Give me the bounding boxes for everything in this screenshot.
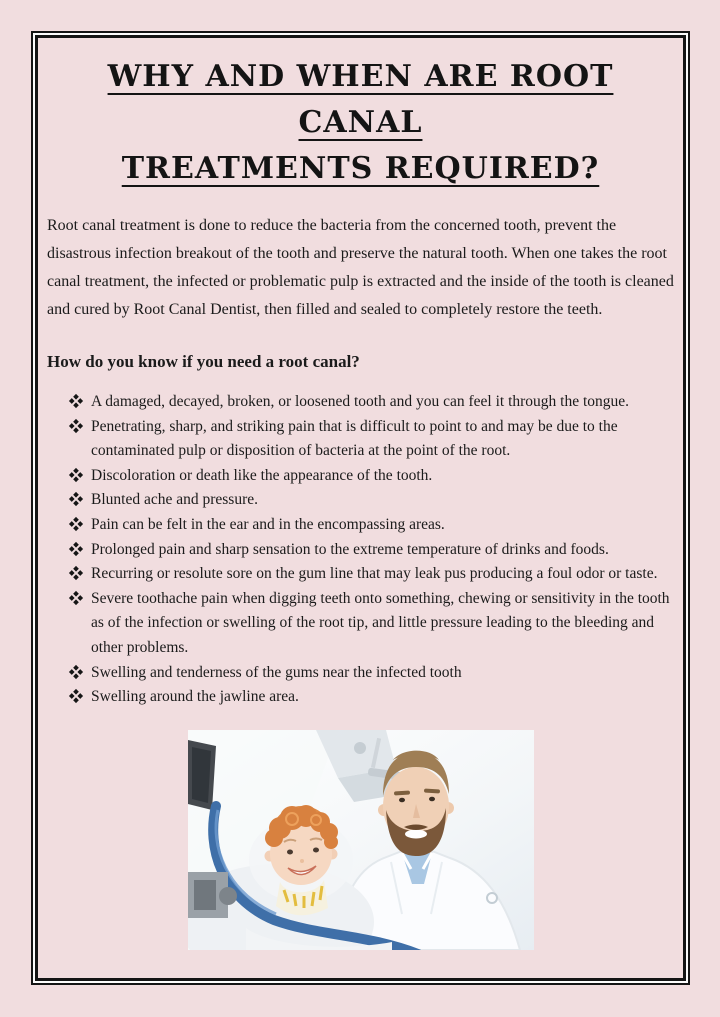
dentist-photo-illustration bbox=[188, 730, 534, 950]
inner-border-frame bbox=[35, 35, 686, 981]
symptom-list-item bbox=[71, 661, 674, 686]
monitor-icon bbox=[188, 740, 216, 810]
dentist-photo bbox=[188, 730, 534, 950]
symptoms-list bbox=[47, 390, 674, 710]
bullet-diamond-icon bbox=[69, 468, 83, 482]
bullet-diamond-icon bbox=[69, 566, 83, 580]
symptom-list-item bbox=[71, 415, 674, 464]
bullet-diamond-icon bbox=[69, 394, 83, 408]
bullet-diamond-icon bbox=[69, 419, 83, 433]
symptom-text: Blunted ache and pressure. bbox=[91, 491, 258, 509]
symptom-text: Recurring or resolute sore on the gum line that may leak pus producing a foul odor or taste. bbox=[91, 565, 658, 583]
bullet-diamond-icon bbox=[69, 689, 83, 703]
bullet-diamond-icon bbox=[69, 517, 83, 531]
symptom-text: Swelling around the jawline area. bbox=[91, 688, 299, 706]
bullet-diamond-icon bbox=[69, 665, 83, 679]
symptom-text: Prolonged pain and sharp sensation to the extreme temperature of drinks and foods. bbox=[91, 540, 609, 558]
symptom-list-item bbox=[71, 562, 674, 587]
symptom-list-item bbox=[71, 538, 674, 563]
bullet-diamond-icon bbox=[69, 591, 83, 605]
symptom-list-item bbox=[71, 513, 674, 538]
bullet-diamond-icon bbox=[69, 542, 83, 556]
symptom-list-item bbox=[71, 464, 674, 489]
symptom-text: Severe toothache pain when digging teeth onto something, chewing or sensitivity in the tooth as of the infection or swelling of the root tip, and little pressure leading to the bleeding and other problems. bbox=[91, 589, 670, 657]
symptom-text: A damaged, decayed, broken, or loosened tooth and you can feel it through the tongue. bbox=[91, 393, 630, 411]
symptom-text: Discoloration or death like the appearance of the tooth. bbox=[91, 466, 433, 484]
page-title-line-2: TREATMENTS REQUIRED? bbox=[121, 151, 600, 186]
page-title bbox=[47, 54, 674, 192]
bullet-diamond-icon bbox=[69, 492, 83, 506]
intro-paragraph: Root canal treatment is done to reduce the bacteria from the concerned tooth, prevent the disastrous infection breakout of the tooth and preserve the natural tooth. When one takes the root canal treatment, the infected or problematic pulp is extracted and the inside of the tooth is cleaned and cured by Root Canal Dentist, then filled and sealed to completely restore the teeth. bbox=[47, 217, 674, 319]
symptoms-heading: How do you know if you need a root canal? bbox=[47, 352, 360, 372]
outer-border-frame bbox=[31, 31, 690, 985]
page-title-line-1: WHY AND WHEN ARE ROOT CANAL bbox=[107, 59, 614, 140]
symptom-list-item bbox=[71, 488, 674, 513]
symptom-text: Pain can be felt in the ear and in the encompassing areas. bbox=[91, 516, 445, 534]
symptom-text: Penetrating, sharp, and striking pain that is difficult to point to and may be due to the contaminated pulp or disposition of bacteria at the point of the root. bbox=[91, 417, 618, 460]
symptom-text: Swelling and tenderness of the gums near the infected tooth bbox=[91, 663, 462, 681]
symptom-list-item bbox=[71, 390, 674, 415]
symptom-list-item bbox=[71, 685, 674, 710]
symptom-list-item bbox=[71, 587, 674, 661]
